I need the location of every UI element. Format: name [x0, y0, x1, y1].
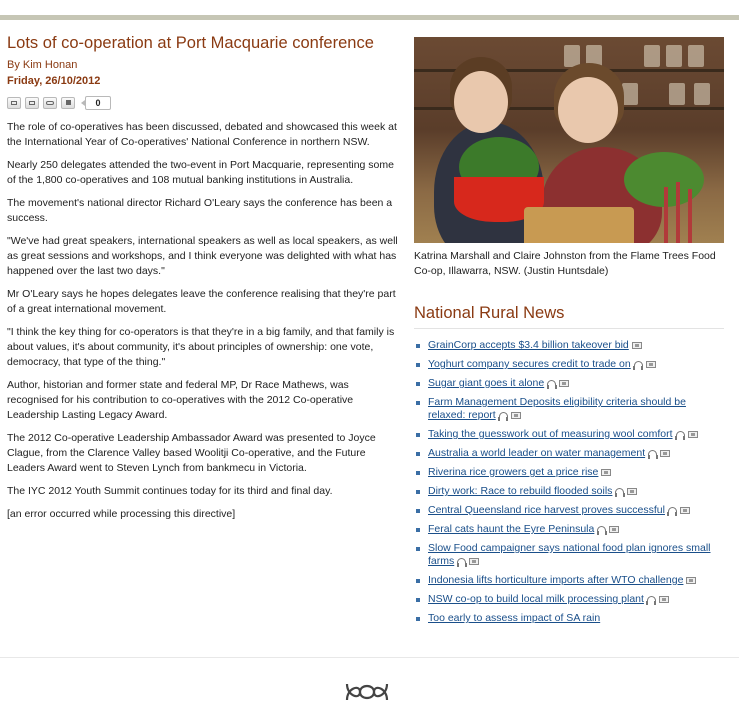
- article-headline: Lots of co-operation at Port Macquarie conference: [7, 34, 374, 52]
- news-link[interactable]: Farm Management Deposits eligibility criteria should be relaxed: report: [428, 396, 686, 421]
- footer-divider: [0, 657, 739, 658]
- share-icon[interactable]: [61, 97, 75, 109]
- video-icon[interactable]: [511, 412, 521, 419]
- video-icon[interactable]: [660, 450, 670, 457]
- audio-icon[interactable]: [597, 526, 606, 533]
- news-link[interactable]: Taking the guesswork out of measuring wool comfort: [428, 428, 673, 440]
- audio-icon[interactable]: [547, 380, 556, 387]
- news-list-item: [414, 504, 724, 517]
- video-icon[interactable]: [627, 488, 637, 495]
- article-paragraph: "We've had great speakers, international speakers as well as local speakers, as well as great sessions and workshops, and I think everyone was delighted with what has happened over the last two days.": [7, 235, 398, 277]
- news-list: [414, 339, 724, 625]
- video-icon[interactable]: [601, 469, 611, 476]
- news-list-item: [414, 339, 724, 352]
- news-link[interactable]: Yoghurt company secures credit to trade on: [428, 358, 631, 370]
- national-rural-news-title: National Rural News: [414, 303, 724, 329]
- audio-icon[interactable]: [676, 431, 685, 438]
- news-list-item: [414, 466, 724, 479]
- email-icon[interactable]: [25, 97, 39, 109]
- video-icon[interactable]: [659, 596, 669, 603]
- share-toolbar: [7, 96, 399, 110]
- photo-caption: Katrina Marshall and Claire Johnston from the Flame Trees Food Co-op, Illawarra, NSW. (Justin Huntsdale): [414, 250, 716, 277]
- video-icon[interactable]: [559, 380, 569, 387]
- video-icon[interactable]: [688, 431, 698, 438]
- top-bar: [0, 15, 739, 20]
- audio-icon[interactable]: [499, 412, 508, 419]
- news-link[interactable]: Central Queensland rice harvest proves successful: [428, 504, 665, 516]
- news-link[interactable]: Sugar giant goes it alone: [428, 377, 545, 389]
- sidebar: [414, 37, 724, 631]
- link-icon[interactable]: [43, 97, 57, 109]
- audio-icon[interactable]: [615, 488, 624, 495]
- news-list-item: [414, 428, 724, 441]
- article: [7, 32, 399, 530]
- article-date: Friday, 26/10/2012: [7, 75, 101, 87]
- article-paragraph: The IYC 2012 Youth Summit continues today for its third and final day.: [7, 485, 333, 497]
- article-paragraph: The 2012 Co-operative Leadership Ambassador Award was presented to Joyce Clague, from the Clarence Valley based Woolitji Co-operative, and the Future Leaders Award went to Steven Lynch from bankmecu in Victoria.: [7, 432, 376, 474]
- video-icon[interactable]: [646, 361, 656, 368]
- article-paragraph: Author, historian and former state and federal MP, Dr Race Mathews, was recognised for his contribution to co-operatives with the 2012 Co-operative Leadership Lasting Legacy Award.: [7, 379, 354, 421]
- print-icon[interactable]: [7, 97, 21, 109]
- news-link[interactable]: GrainCorp accepts $3.4 billion takeover bid: [428, 339, 629, 351]
- audio-icon[interactable]: [648, 450, 657, 457]
- news-link[interactable]: Riverina rice growers get a price rise: [428, 466, 599, 478]
- video-icon[interactable]: [686, 577, 696, 584]
- article-paragraph: The movement's national director Richard O'Leary says the conference has been a success.: [7, 197, 393, 224]
- article-paragraph: "I think the key thing for co-operators is that they're in a big family, and that family is about values, it's about community, it's about principles of ownership: one vote, democracy, that type of the thing.": [7, 326, 395, 368]
- article-paragraph: Nearly 250 delegates attended the two-event in Port Macquarie, representing some of the 1,800 co-operatives and 108 mutual banking institutions in Australia.: [7, 159, 394, 186]
- audio-icon[interactable]: [634, 361, 643, 368]
- article-byline: By Kim Honan: [7, 59, 78, 71]
- news-link[interactable]: Feral cats haunt the Eyre Peninsula: [428, 523, 595, 535]
- article-photo: [414, 37, 724, 243]
- news-list-item: [414, 358, 724, 371]
- news-list-item: [414, 377, 724, 390]
- news-list-item: [414, 523, 724, 536]
- news-list-item: [414, 593, 724, 606]
- news-list-item: [414, 447, 724, 460]
- article-body: [7, 120, 399, 522]
- news-link[interactable]: Too early to assess impact of SA rain: [428, 612, 601, 624]
- video-icon[interactable]: [609, 526, 619, 533]
- audio-icon[interactable]: [668, 507, 677, 514]
- news-link[interactable]: Australia a world leader on water management: [428, 447, 646, 459]
- news-link[interactable]: NSW co-op to build local milk processing plant: [428, 593, 644, 605]
- article-paragraph: The role of co-operatives has been discussed, debated and showcased this week at the International Year of Co-operatives' National Conference in northern NSW.: [7, 121, 397, 148]
- video-icon[interactable]: [632, 342, 642, 349]
- news-list-item: [414, 574, 724, 587]
- news-list-item: [414, 612, 724, 625]
- audio-icon[interactable]: [647, 596, 656, 603]
- share-count: 0: [85, 96, 111, 110]
- news-list-item: [414, 485, 724, 498]
- news-link[interactable]: Indonesia lifts horticulture imports after WTO challenge: [428, 574, 684, 586]
- news-link[interactable]: Slow Food campaigner says national food plan ignores small farms: [428, 542, 711, 567]
- audio-icon[interactable]: [457, 558, 466, 565]
- news-list-item: [414, 396, 724, 422]
- video-icon[interactable]: [680, 507, 690, 514]
- video-icon[interactable]: [469, 558, 479, 565]
- article-paragraph: Mr O'Leary says he hopes delegates leave the conference realising that they're part of a great international movement.: [7, 288, 396, 315]
- news-link[interactable]: Dirty work: Race to rebuild flooded soils: [428, 485, 613, 497]
- abc-logo-icon[interactable]: [344, 680, 390, 704]
- article-paragraph: [an error occurred while processing this directive]: [7, 508, 236, 520]
- news-list-item: [414, 542, 724, 568]
